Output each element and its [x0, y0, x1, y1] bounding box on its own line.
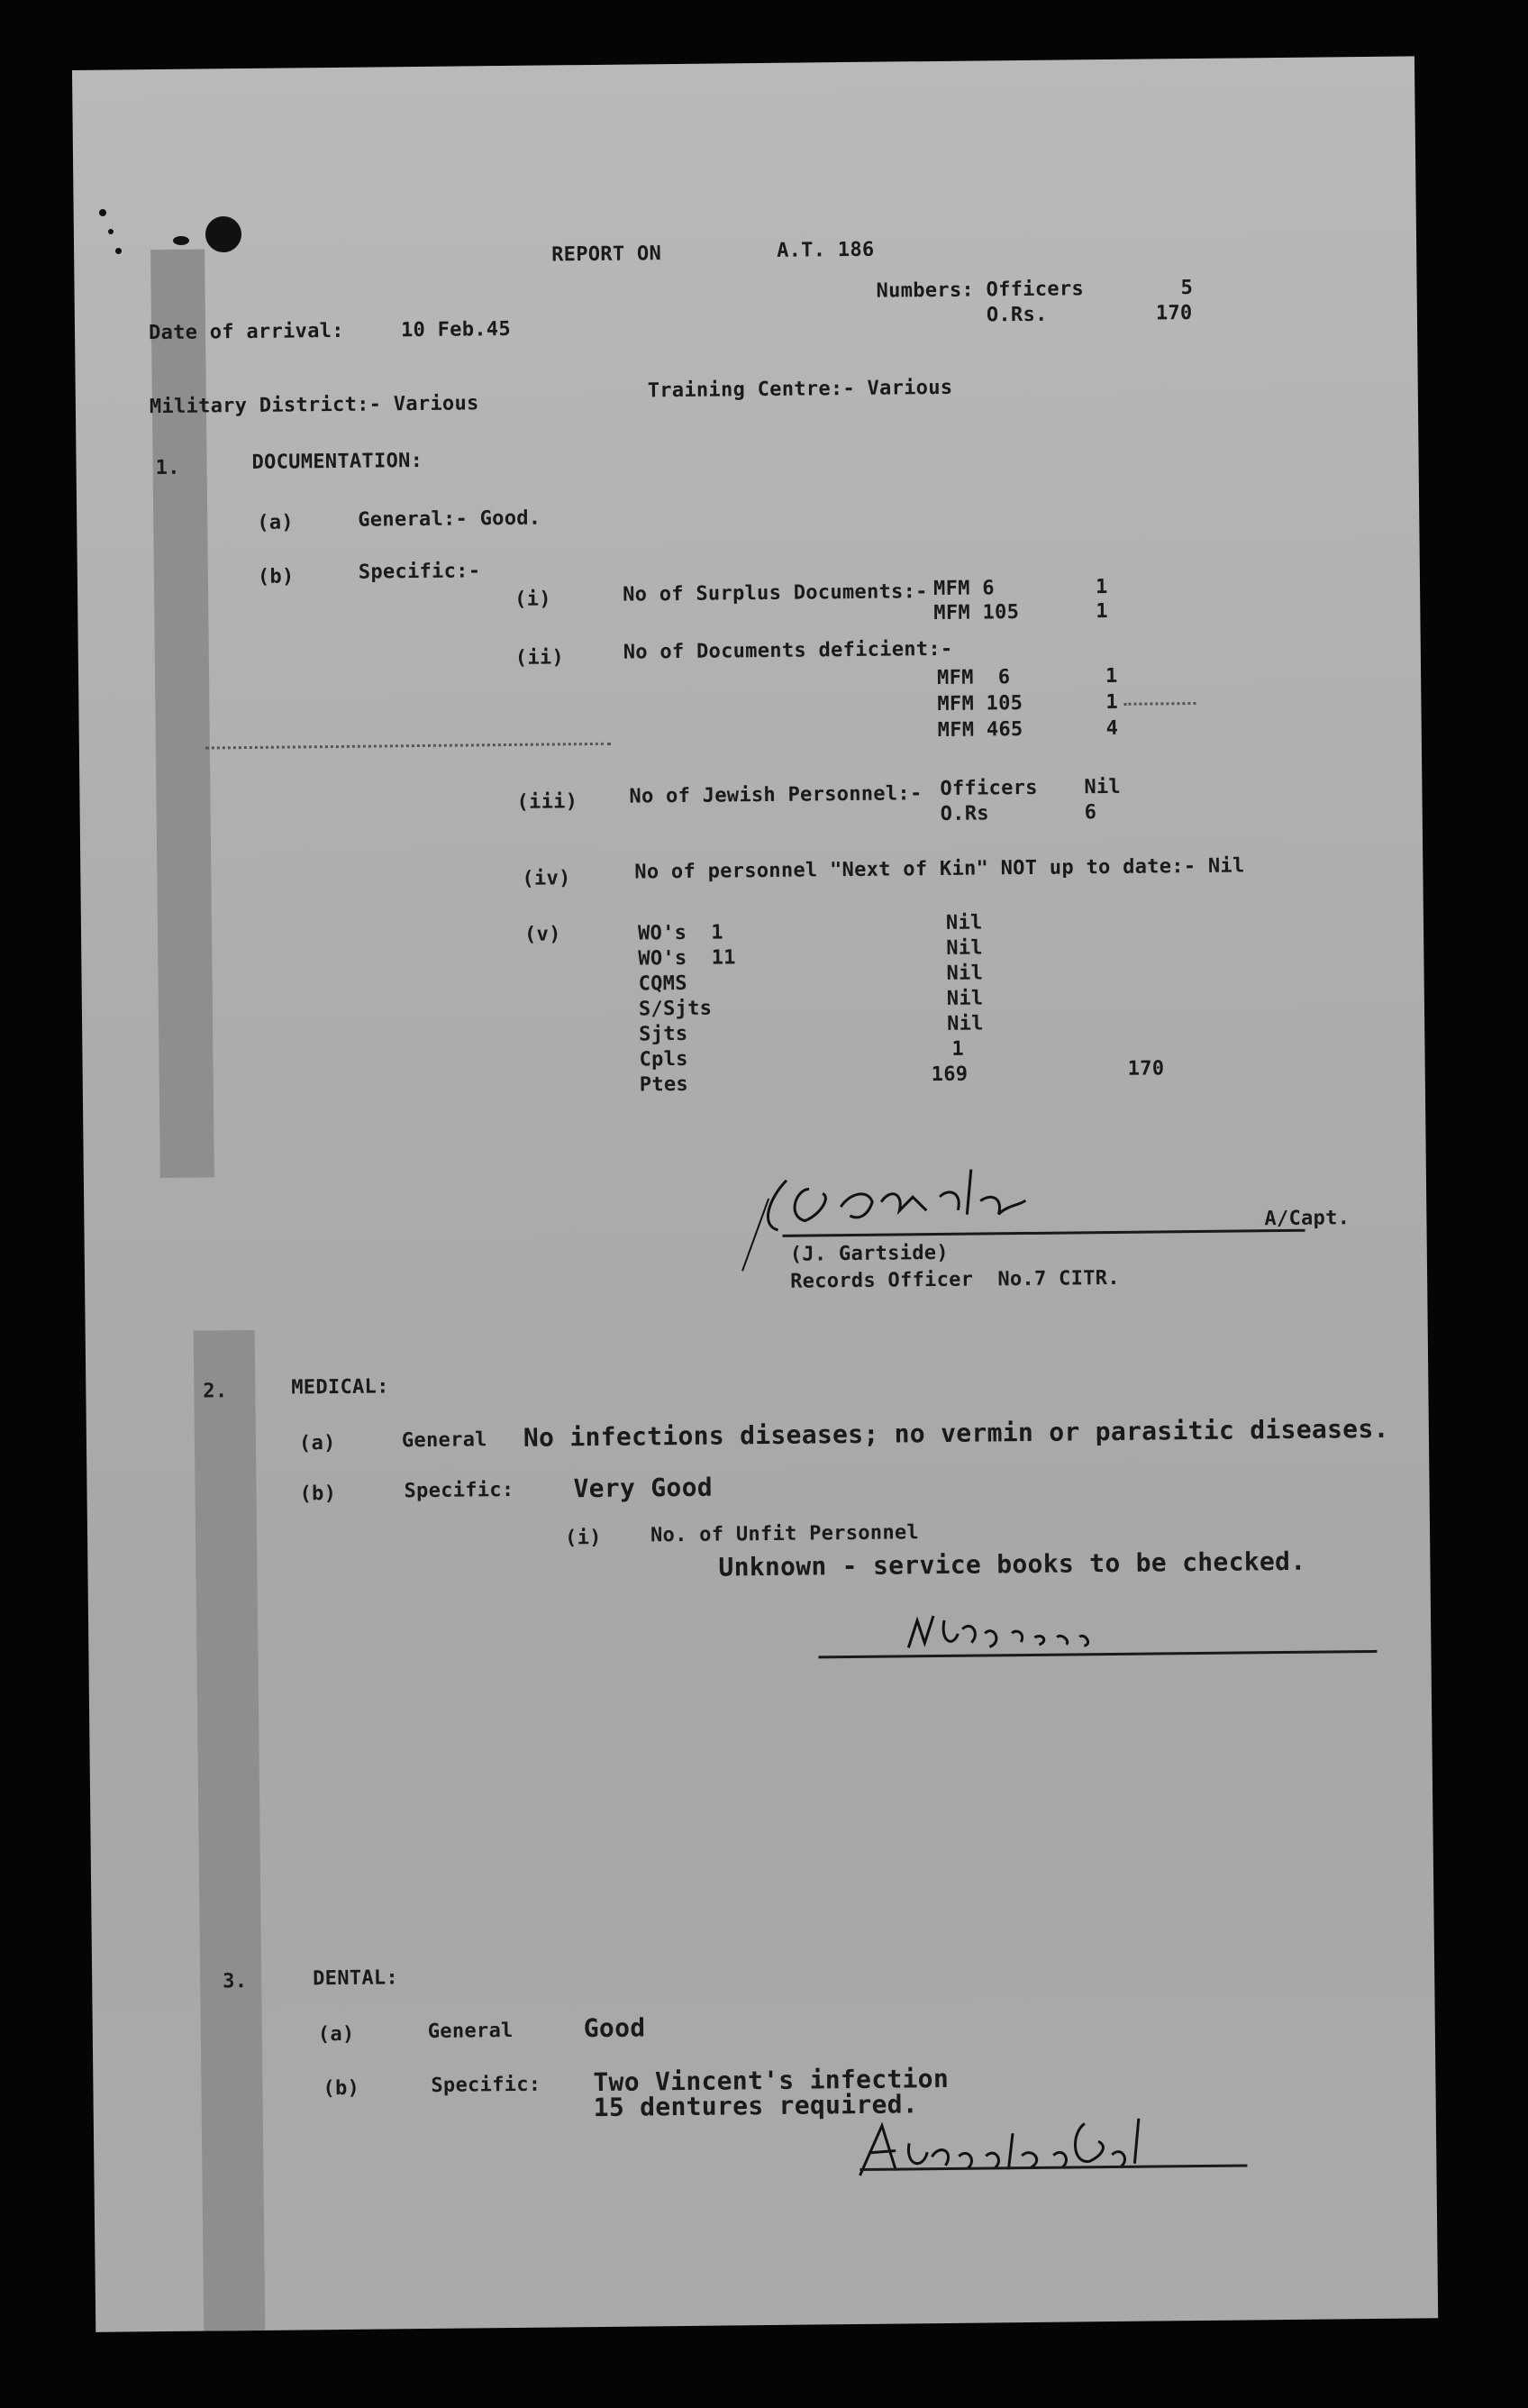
specific-label: Specific: — [404, 1478, 514, 1503]
section-number: 1. — [155, 456, 180, 480]
section-number: 2. — [203, 1380, 228, 1403]
form-code: MFM 105 — [933, 601, 1020, 625]
personnel-label: O.Rs — [940, 802, 990, 825]
rank-value: Nil — [946, 936, 984, 960]
unfit-personnel-label: No. of Unfit Personnel — [650, 1521, 920, 1547]
signatory-rank: A/Capt. — [1264, 1207, 1351, 1231]
item-letter: (a) — [298, 1432, 336, 1455]
dental-specific-line1: Two Vincent's infection — [593, 2063, 950, 2098]
personnel-value: Nil — [1084, 775, 1122, 799]
ors-count: 170 — [1155, 301, 1193, 325]
form-code: MFM 465 — [937, 717, 1023, 742]
margin-shadow-bottom — [194, 1330, 266, 2331]
next-of-kin-text: No of personnel "Next of Kin" NOT up to date:- Nil — [634, 854, 1245, 884]
signatory-role: Records Officer No.7 CITR. — [789, 1266, 1120, 1293]
signature-dental-officer — [841, 2103, 1257, 2189]
rank-label: Sjts — [639, 1022, 688, 1046]
form-count: 1 — [1105, 690, 1119, 715]
officers-label: Officers — [986, 278, 1085, 302]
item-letter: (a) — [257, 511, 295, 534]
rank-label: CQMS — [638, 971, 687, 996]
numbers-label: Numbers: — [876, 278, 975, 303]
personnel-label: Officers — [940, 776, 1038, 800]
rank-label: WO's 1 — [637, 921, 724, 945]
rank-value: 1 — [951, 1037, 965, 1061]
ink-blot — [115, 248, 122, 254]
general-label: General — [401, 1428, 487, 1453]
unit-code: A.T. 186 — [777, 238, 875, 262]
signatory-name: (J. Gartside) — [789, 1241, 950, 1266]
date-label: Date of arrival: — [148, 319, 344, 345]
ink-blot — [205, 216, 241, 252]
form-code: MFM 6 — [932, 577, 995, 601]
document-page — [72, 56, 1438, 2331]
rank-value: Nil — [945, 911, 983, 935]
medical-general-text: No infections diseases; no vermin or parasitic diseases. — [523, 1413, 1389, 1453]
form-count: 4 — [1105, 716, 1119, 741]
training-centre: Training Centre:- Various — [647, 376, 953, 403]
item-letter: (b) — [323, 2076, 360, 2101]
dental-general-text: Good — [583, 2012, 646, 2044]
form-count: 1 — [1096, 599, 1109, 624]
officers-count: 5 — [1180, 276, 1194, 300]
rank-label: S/Sjts — [638, 997, 713, 1021]
form-count: 1 — [1095, 575, 1108, 599]
rank-label: Ptes — [639, 1072, 689, 1097]
personnel-value: 6 — [1084, 801, 1097, 825]
rank-value: 169 — [931, 1063, 969, 1087]
jewish-personnel-label: No of Jewish Personnel:- — [629, 782, 923, 808]
subitem-number: (iii) — [516, 790, 578, 814]
dotted-rule — [1123, 702, 1196, 706]
subitem-number: (iv) — [522, 867, 571, 890]
unfit-personnel-text: Unknown - service books to be checked. — [718, 1546, 1306, 1583]
date-value: 10 Feb.45 — [400, 317, 512, 342]
ink-blot — [108, 229, 114, 234]
form-count: 1 — [1105, 664, 1118, 689]
general-documentation: General:- Good. — [358, 506, 541, 532]
surplus-documents-label: No of Surplus Documents:- — [622, 580, 928, 607]
military-district: Military District:- Various — [149, 392, 479, 419]
form-code: MFM 105 — [937, 691, 1023, 716]
general-label: General — [427, 2019, 514, 2043]
deficient-documents-label: No of Documents deficient:- — [623, 637, 953, 664]
margin-shadow-top — [150, 249, 214, 1178]
dental-specific-line2: 15 dentures required. — [593, 2089, 919, 2123]
section-title: DENTAL: — [313, 1966, 399, 1991]
section-number: 3. — [223, 1970, 248, 1993]
medical-specific-text: Very Good — [573, 1472, 714, 1504]
subitem-number: (i) — [514, 588, 551, 611]
rank-value: Nil — [946, 987, 984, 1010]
section-title: MEDICAL: — [291, 1375, 389, 1400]
ors-label: O.Rs. — [986, 303, 1048, 327]
dotted-rule — [205, 743, 611, 750]
rank-value: Nil — [946, 962, 984, 985]
specific-label: Specific:- — [358, 560, 481, 584]
subitem-number: (v) — [523, 923, 561, 946]
form-code: MFM 6 — [936, 666, 1011, 689]
specific-label: Specific: — [431, 2073, 541, 2097]
rank-value: Nil — [947, 1012, 984, 1035]
subitem-number: (i) — [564, 1526, 602, 1550]
report-on-label: REPORT ON — [551, 242, 662, 267]
rank-total: 170 — [1127, 1057, 1165, 1081]
item-letter: (b) — [299, 1482, 337, 1506]
item-letter: (b) — [257, 565, 295, 588]
item-letter: (a) — [317, 2022, 355, 2047]
section-title: DOCUMENTATION: — [251, 449, 423, 474]
subitem-number: (ii) — [514, 646, 565, 670]
rank-label: WO's 11 — [638, 946, 736, 971]
ink-blot — [173, 236, 189, 245]
rank-label: Cpls — [639, 1047, 688, 1072]
ink-blot — [99, 209, 106, 216]
